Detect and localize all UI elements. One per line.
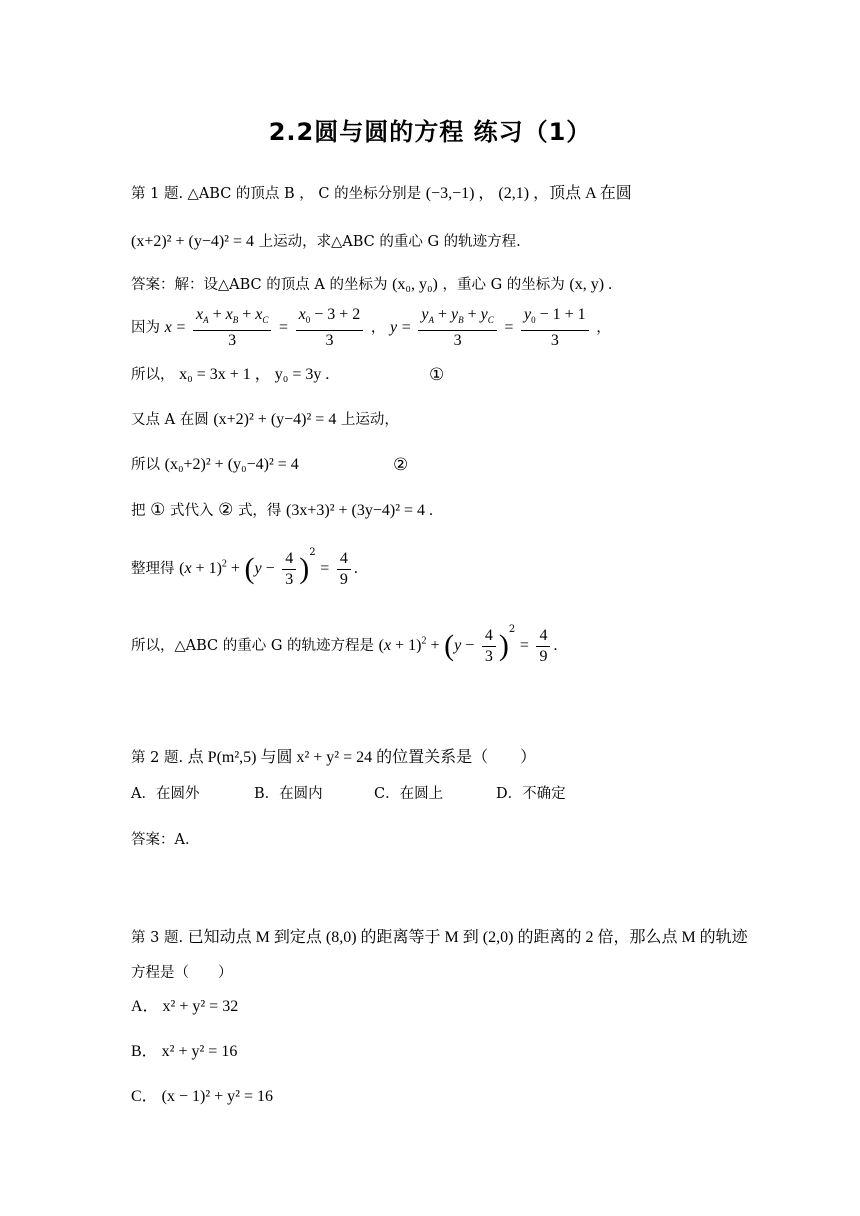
q1-line-1	[131, 184, 632, 204]
q2-option-c[interactable]: C．在圆上	[374, 786, 444, 802]
q1-coords: (−3,−1) ， (2,1) ，顶点 A 在圆	[425, 185, 632, 202]
q1-line-2	[131, 232, 521, 252]
q1-sub-c: 式，得	[237, 503, 282, 519]
q1-text-b: 上运动，求△ABC 的重心 G 的轨迹方程.	[258, 234, 521, 250]
q1-again-a: 又点 A 在圆	[131, 412, 209, 428]
fraction: $\frac{y_A + y_B + y_C}{3}$	[418, 305, 496, 351]
q1-again-line	[131, 410, 399, 430]
fraction: $\frac{4}{3}$	[482, 626, 496, 667]
q2-option-d[interactable]: D．不确定	[496, 786, 566, 802]
q1-again-b: 上运动，	[340, 412, 399, 428]
q1-answer-label: 答案：解：设△ABC 的顶点 A 的坐标为	[131, 277, 388, 293]
q2-text: 点 P(m²,5) 与圆 x² + y² = 24 的位置关系是（ ）	[187, 749, 537, 766]
circled-two: ②	[393, 455, 409, 475]
q1-answer-line	[131, 275, 612, 295]
q1-because-line: 因为 x = $\frac{x_A + x_B + x_C}{3}$ = $\frac{x_0 - 3 + 2}{3}$ ， y = $\frac{y_A + y_B + y_C}{3}$ = $\frac{y_0 - 1 + 1}{3}$ ，	[131, 306, 611, 350]
q1-sub-a: 把	[131, 503, 146, 519]
circled-one: ①	[429, 365, 445, 385]
q1-final: 所以，△ABC 的重心 G 的轨迹方程是	[131, 638, 375, 654]
q1-answer-coord-g: (x, y) .	[569, 276, 613, 293]
q1-circle-eq: (x+2)² + (y−4)² = 4	[131, 233, 254, 250]
q2-option-a[interactable]: A．在圆外	[131, 786, 200, 802]
q1-again-eq: (x+2)² + (y−4)² = 4	[213, 411, 337, 428]
fraction: $\frac{4}{3}$	[282, 549, 296, 590]
q1-so2-eq: (x₀+2)² + (y₀−4)² = 4	[164, 456, 299, 473]
q2-label: 第 2 题.	[131, 750, 184, 766]
q1-tidy-line: 整理得 $(x + 1)^2 + (y$ − $\frac{4}{3}$ )$^2$ = $\frac{4}{9}$ .	[131, 547, 358, 588]
q2-answer: 答案：A．	[131, 832, 200, 848]
fraction: $\frac{x_0 - 3 + 2}{3}$	[296, 305, 364, 351]
q3-line-1	[131, 928, 748, 948]
fraction: $\frac{y_0 - 1 + 1}{3}$	[521, 305, 589, 351]
q1-so2-line	[131, 455, 731, 475]
q3-option-b[interactable]: B． x² + y² = 16	[131, 1043, 238, 1060]
q1-sub-b: 式代入	[169, 503, 214, 519]
q1-text-a: △ABC 的顶点 B ， C 的坐标分别是	[187, 186, 422, 202]
q1-label: 第 1 题.	[131, 186, 184, 202]
q2-options	[131, 784, 731, 804]
fraction: $\frac{x_A + x_B + x_C}{3}$	[193, 305, 271, 351]
q1-because: 因为	[131, 320, 160, 337]
q2-line	[131, 748, 536, 768]
q1-final-line: 所以，△ABC 的重心 G 的轨迹方程是 $(x + 1)^2 + (y$ − $\frac{4}{3}$ )$^2$ = $\frac{4}{9}$ .	[131, 624, 558, 665]
q1-sub-eq: (3x+3)² + (3y−4)² = 4 .	[286, 502, 434, 519]
q1-answer-coord-a: (x₀, y₀)	[392, 276, 438, 293]
fraction: $\frac{4}{9}$	[536, 626, 550, 667]
q2-option-b[interactable]: B．在圆内	[254, 786, 323, 802]
q1-tidy: 整理得	[131, 561, 175, 577]
circled-one-ref: ①	[150, 500, 166, 520]
q3-label: 第 3 题.	[131, 930, 184, 946]
q1-so1-line	[131, 365, 731, 385]
q1-sub-line	[131, 500, 433, 521]
q3-text: 已知动点 M 到定点 (8,0) 的距离等于 M 到 (2,0) 的距离的 2 倍，那么点 M 的轨迹	[187, 929, 748, 946]
q1-answer-mid: ，重心 G 的坐标为	[442, 277, 565, 293]
fraction: $\frac{4}{9}$	[337, 549, 351, 590]
page-title: 2.2圆与圆的方程 练习（1）	[268, 118, 592, 146]
q3-line-2: 方程是（ ）	[131, 965, 233, 981]
circled-two-ref: ②	[218, 500, 234, 520]
q1-so1-eq: x₀ = 3x + 1 ， y₀ = 3y .	[179, 366, 330, 383]
q3-option-c[interactable]: C． (x − 1)² + y² = 16	[131, 1088, 273, 1105]
q1-so2: 所以	[131, 457, 160, 473]
q1-so1: 所以，	[131, 367, 175, 383]
q3-option-a[interactable]: A． x² + y² = 32	[131, 998, 239, 1015]
